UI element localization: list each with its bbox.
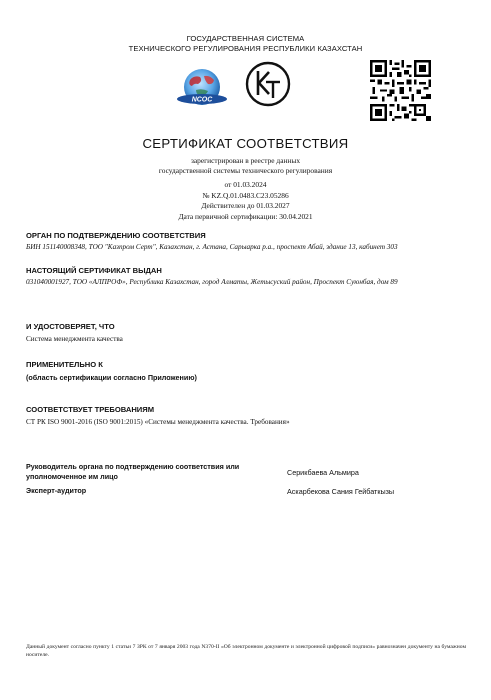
valid-until: Действителен до 01.03.2027 xyxy=(201,201,290,210)
legal-footer: Данный документ согласно пункту 1 статьи 7 ЗРК от 7 января 2003 года N370-II «Об электронном документе и электронной цифровой подписи» равнозначен документу на бумажном носителе. xyxy=(26,644,466,658)
certification-body-text: БИН 151140008348, ТОО "Казпром Серт", Казахстан, г. Астана, Сарыарка р.а., проспект Абай, здание 13, кабинет 303 xyxy=(26,243,398,251)
applicable-text: (область сертификации согласно Приложению) xyxy=(26,373,197,382)
header-line-1: ГОСУДАРСТВЕННАЯ СИСТЕМА xyxy=(186,34,305,43)
qr-code-icon xyxy=(370,60,431,121)
registration-line-1: зарегистрирован в реестре данных xyxy=(190,156,301,165)
certifies-heading: И УДОСТОВЕРЯЕТ, ЧТО xyxy=(26,322,115,331)
kz-conformity-mark-icon xyxy=(245,61,291,107)
applicable-heading: ПРИМЕНИТЕЛЬНО К xyxy=(26,360,103,369)
registration-details xyxy=(0,180,491,222)
registration-note xyxy=(0,156,491,175)
registration-date: от 01.03.2024 xyxy=(224,180,267,189)
nca-logo-text: NCOC xyxy=(191,96,213,104)
issued-to-text: 031040001927, ТОО «АЛПРОФ», Республика Казахстан, город Алматы, Жетысуский район, Проспект Суюнбая, дом 89 xyxy=(26,278,398,286)
document-header xyxy=(0,34,491,53)
complies-heading: СООТВЕТСТВУЕТ ТРЕБОВАНИЯМ xyxy=(26,405,155,414)
certificate-title: СЕРТИФИКАТ СООТВЕТСТВИЯ xyxy=(142,136,349,151)
expert-auditor-label: Эксперт-аудитор xyxy=(26,486,87,495)
registration-line-2: государственной системы технического регулирования xyxy=(158,165,333,175)
head-signatory-label: Руководитель органа по подтверждению соответствия или уполномоченное им лицо xyxy=(26,462,240,481)
complies-text: СТ РК ISO 9001-2016 (ISO 9001:2015) «Системы менеджмента качества. Требования» xyxy=(26,418,290,426)
certifies-text: Система менеджмента качества xyxy=(26,335,123,343)
expert-auditor-name: Аскарбекова Сания Гейбаткызы xyxy=(287,487,395,496)
header-line-2: ТЕХНИЧЕСКОГО РЕГУЛИРОВАНИЯ РЕСПУБЛИКИ КАЗАХСТАН xyxy=(128,43,363,53)
certification-body-heading: ОРГАН ПО ПОДТВЕРЖДЕНИЮ СООТВЕТСТВИЯ xyxy=(26,231,206,240)
issued-to-heading: НАСТОЯЩИЙ СЕРТИФИКАТ ВЫДАН xyxy=(26,266,162,275)
first-certification-date: Дата первичной сертификации: 30.04.2021 xyxy=(178,211,313,221)
registration-number: № KZ.Q.01.0483.C23.05286 xyxy=(202,190,289,200)
nca-globe-logo-icon xyxy=(176,66,228,112)
head-signatory-name: Серикбаева Альмира xyxy=(287,468,359,477)
